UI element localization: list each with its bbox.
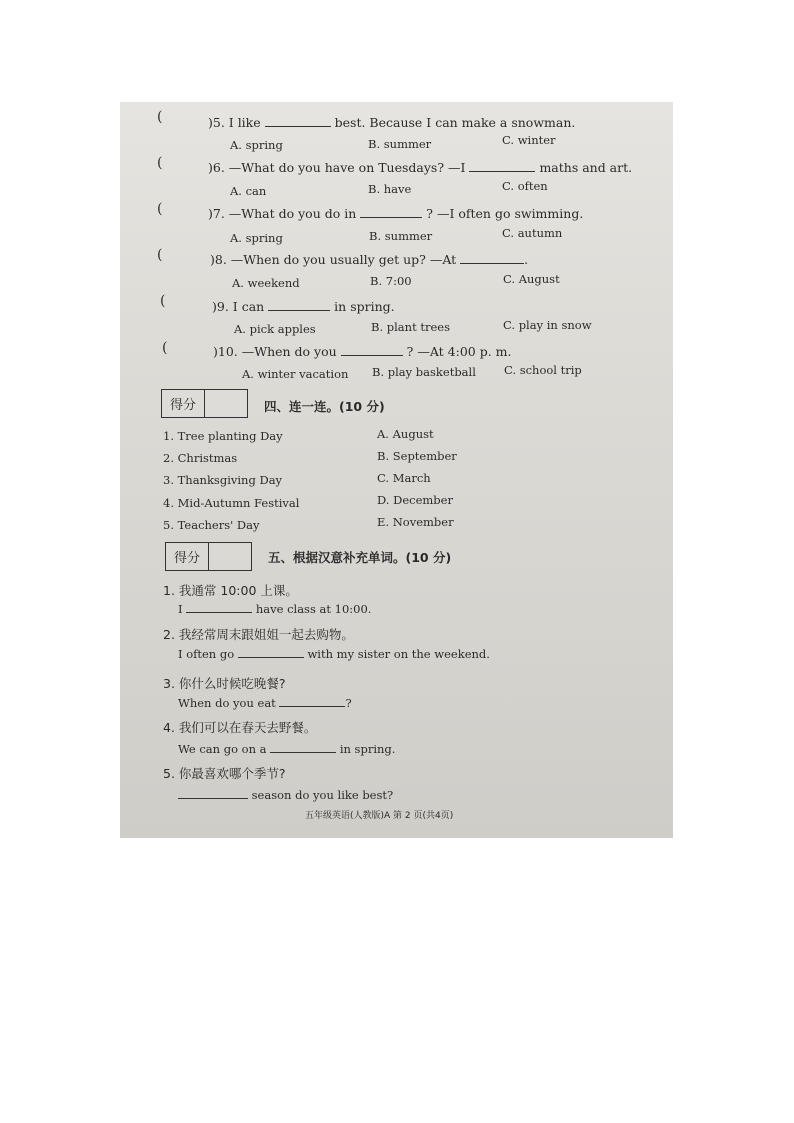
- question-8-stem: )8. —When do you usually get up? —At .: [210, 252, 529, 267]
- answer-paren: (: [157, 201, 163, 217]
- match-left-item: 5. Teachers' Day: [163, 518, 260, 532]
- match-right-item: E. November: [377, 515, 454, 529]
- answer-paren: (: [160, 293, 166, 309]
- option-a: A. weekend: [232, 276, 300, 290]
- option-b: B. summer: [369, 229, 433, 243]
- section-5-title: 五、根据汉意补充单词。(10 分): [268, 550, 452, 565]
- fill-sentence: We can go on a in spring.: [178, 742, 396, 756]
- option-c: C. August: [503, 272, 560, 286]
- option-a: A. winter vacation: [242, 367, 349, 381]
- question-6-stem: )6. —What do you have on Tuesdays? —I maths and art.: [208, 160, 633, 175]
- match-right-item: B. September: [377, 449, 457, 463]
- chinese-prompt: 5. 你最喜欢哪个季节?: [163, 766, 286, 781]
- answer-paren: (: [157, 247, 163, 263]
- option-c: C. autumn: [502, 226, 563, 240]
- match-right-item: A. August: [377, 427, 434, 441]
- answer-paren: (: [157, 109, 163, 125]
- score-value-cell: [209, 543, 251, 570]
- chinese-prompt: 1. 我通常 10:00 上课。: [163, 583, 298, 598]
- fill-sentence: I often go with my sister on the weekend.: [178, 647, 490, 661]
- question-5-stem: )5. I like best. Because I can make a snowman.: [208, 115, 576, 130]
- score-label: 得分: [162, 390, 205, 417]
- score-box: [161, 389, 248, 418]
- option-c: C. play in snow: [503, 318, 592, 332]
- section-4-title: 四、连一连。(10 分): [264, 399, 385, 414]
- question-10-stem: )10. —When do you ? —At 4:00 p. m.: [213, 344, 512, 359]
- option-a: A. can: [230, 184, 267, 198]
- score-value-cell: [205, 390, 247, 417]
- chinese-prompt: 2. 我经常周末跟姐姐一起去购物。: [163, 627, 354, 642]
- option-b: B. play basketball: [372, 365, 476, 379]
- option-b: B. 7:00: [370, 274, 412, 288]
- option-a: A. spring: [230, 231, 283, 245]
- score-box: [165, 542, 252, 571]
- option-b: B. plant trees: [371, 320, 450, 334]
- match-left-item: 2. Christmas: [163, 451, 238, 465]
- question-7-stem: )7. —What do you do in ? —I often go swimming.: [208, 206, 584, 221]
- chinese-prompt: 3. 你什么时候吃晚餐?: [163, 676, 286, 691]
- photographed-exam-page: [120, 102, 673, 838]
- match-left-item: 4. Mid-Autumn Festival: [163, 496, 300, 510]
- option-c: C. winter: [502, 133, 556, 147]
- option-b: B. have: [368, 182, 412, 196]
- answer-paren: (: [157, 155, 163, 171]
- answer-paren: (: [162, 340, 168, 356]
- match-right-item: D. December: [377, 493, 453, 507]
- option-c: C. often: [502, 179, 548, 193]
- option-a: A. pick apples: [234, 322, 316, 336]
- chinese-prompt: 4. 我们可以在春天去野餐。: [163, 720, 317, 735]
- match-left-item: 3. Thanksgiving Day: [163, 473, 283, 487]
- match-left-item: 1. Tree planting Day: [163, 429, 283, 443]
- score-label: 得分: [166, 543, 209, 570]
- option-a: A. spring: [230, 138, 283, 152]
- option-b: B. summer: [368, 137, 432, 151]
- question-9-stem: )9. I can in spring.: [212, 299, 395, 314]
- page-footer: 五年级英语(人教版)A 第 2 页(共4页): [305, 811, 454, 821]
- fill-sentence: When do you eat ?: [178, 696, 352, 710]
- fill-sentence: season do you like best?: [178, 788, 393, 802]
- option-c: C. school trip: [504, 363, 582, 377]
- fill-sentence: I have class at 10:00.: [178, 602, 372, 616]
- match-right-item: C. March: [377, 471, 431, 485]
